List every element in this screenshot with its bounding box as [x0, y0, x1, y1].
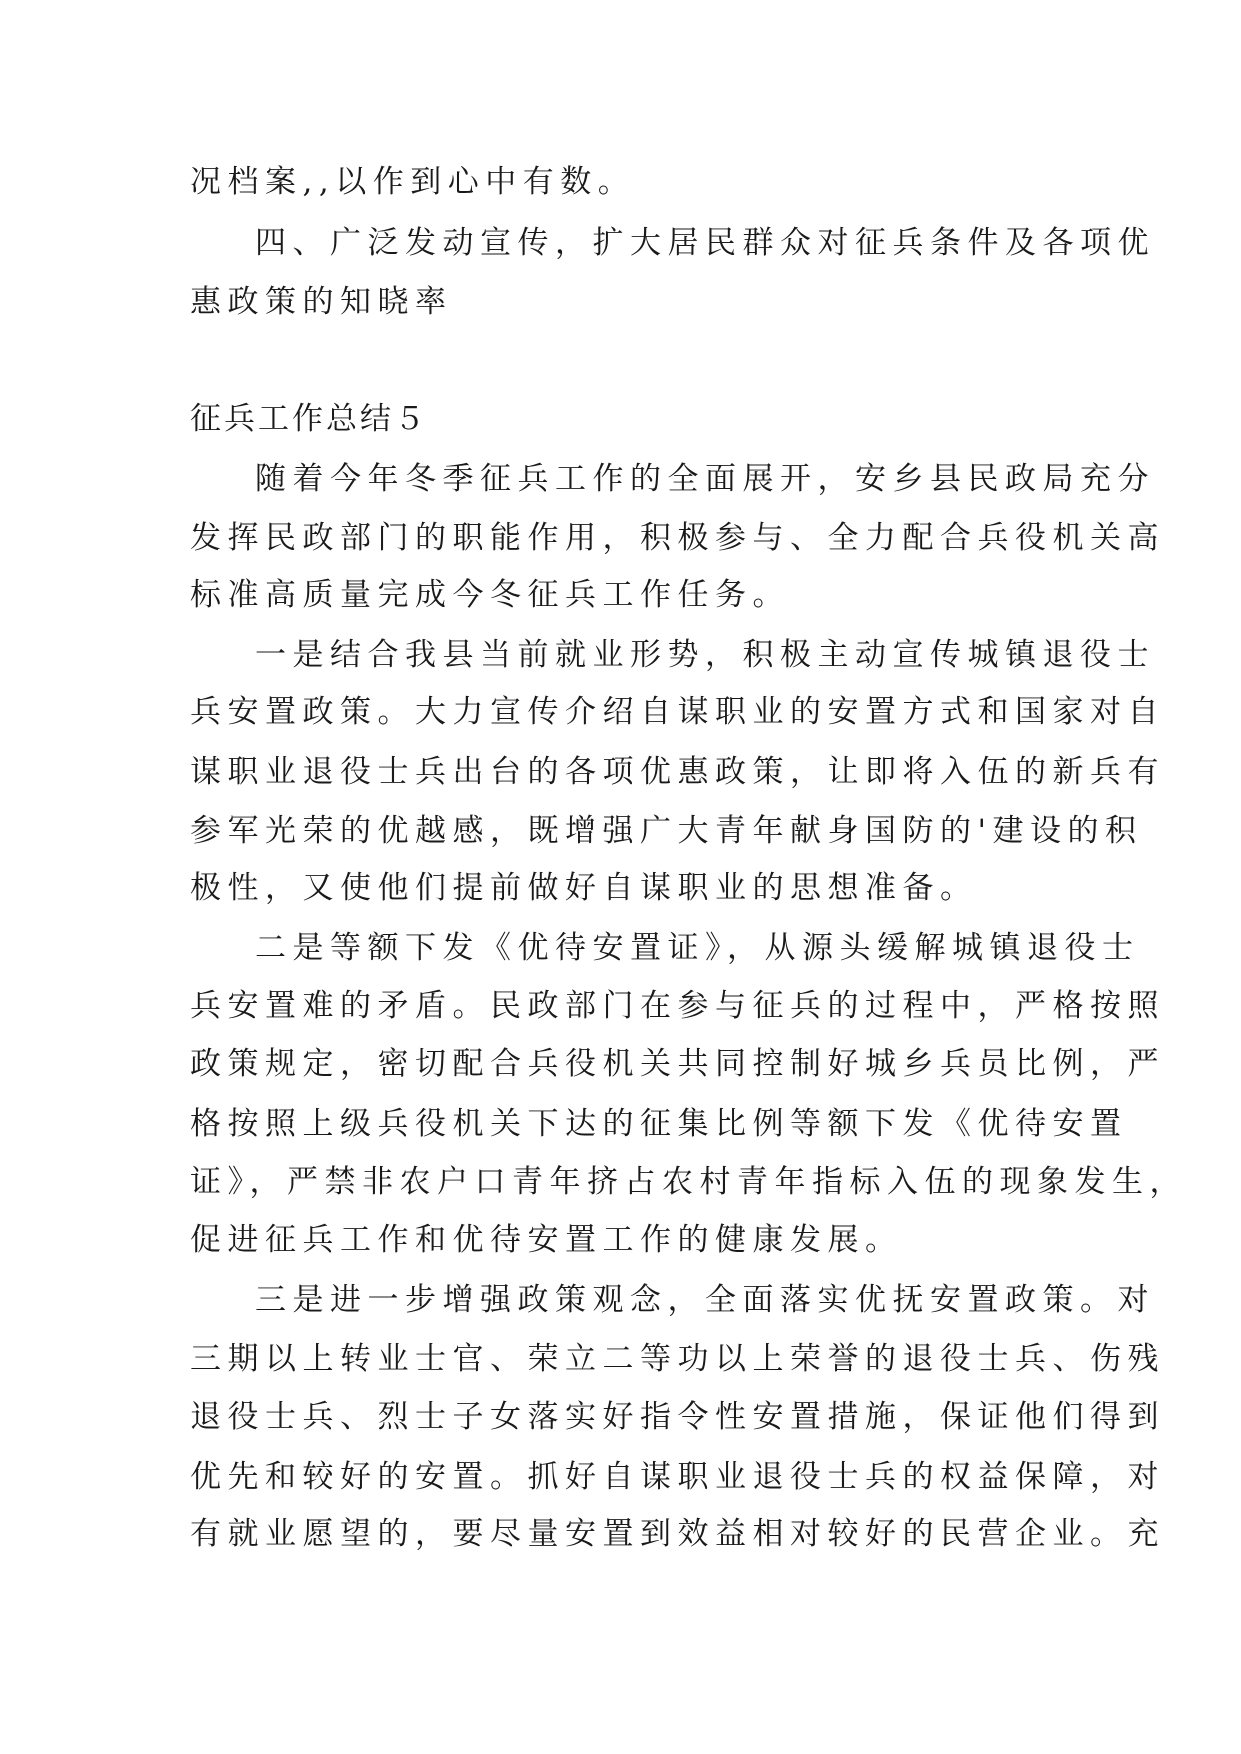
paragraph-line: 证》，严禁非农户口青年挤占农村青年指标入伍的现象发生， [190, 1164, 1187, 1200]
paragraph-line: 格按照上级兵役机关下达的征集比例等额下发《优待安置 [190, 1106, 1128, 1142]
section-heading-line: 四、广泛发动宣传，扩大居民群众对征兵条件及各项优 [255, 225, 1155, 261]
paragraph-line: 发挥民政部门的职能作用，积极参与、全力配合兵役机关高 [190, 520, 1165, 556]
text-line: 况档案,,以作到心中有数。 [190, 164, 636, 200]
paragraph-line: 兵安置难的矛盾。民政部门在参与征兵的过程中，严格按照 [190, 988, 1165, 1024]
paragraph-line: 三是进一步增强政策观念，全面落实优抚安置政策。对 [255, 1282, 1155, 1318]
section-heading-line: 惠政策的知晓率 [190, 284, 453, 320]
document-title: 征兵工作总结５ [190, 401, 428, 437]
paragraph-line: 退役士兵、烈士子女落实好指令性安置措施，保证他们得到 [190, 1399, 1165, 1435]
paragraph-line: 兵安置政策。大力宣传介绍自谋职业的安置方式和国家对自 [190, 694, 1165, 730]
paragraph-line: 谋职业退役士兵出台的各项优惠政策，让即将入伍的新兵有 [190, 754, 1165, 790]
paragraph-line: 有就业愿望的，要尽量安置到效益相对较好的民营企业。充 [190, 1516, 1165, 1552]
paragraph-line: 标准高质量完成今冬征兵工作任务。 [190, 577, 790, 613]
paragraph-line: 政策规定，密切配合兵役机关共同控制好城乡兵员比例，严 [190, 1046, 1165, 1082]
paragraph-line: 随着今年冬季征兵工作的全面展开，安乡县民政局充分 [255, 461, 1155, 497]
paragraph-line: 二是等额下发《优待安置证》，从源头缓解城镇退役士 [255, 930, 1140, 966]
paragraph-line: 一是结合我县当前就业形势，积极主动宣传城镇退役士 [255, 637, 1155, 673]
paragraph-line: 促进征兵工作和优待安置工作的健康发展。 [190, 1222, 903, 1258]
paragraph-line: 参军光荣的优越感，既增强广大青年献身国防的'建设的积 [190, 813, 1143, 849]
paragraph-line: 极性，又使他们提前做好自谋职业的思想准备。 [190, 870, 978, 906]
paragraph-line: 三期以上转业士官、荣立二等功以上荣誉的退役士兵、伤残 [190, 1341, 1165, 1377]
paragraph-line: 优先和较好的安置。抓好自谋职业退役士兵的权益保障，对 [190, 1459, 1165, 1495]
